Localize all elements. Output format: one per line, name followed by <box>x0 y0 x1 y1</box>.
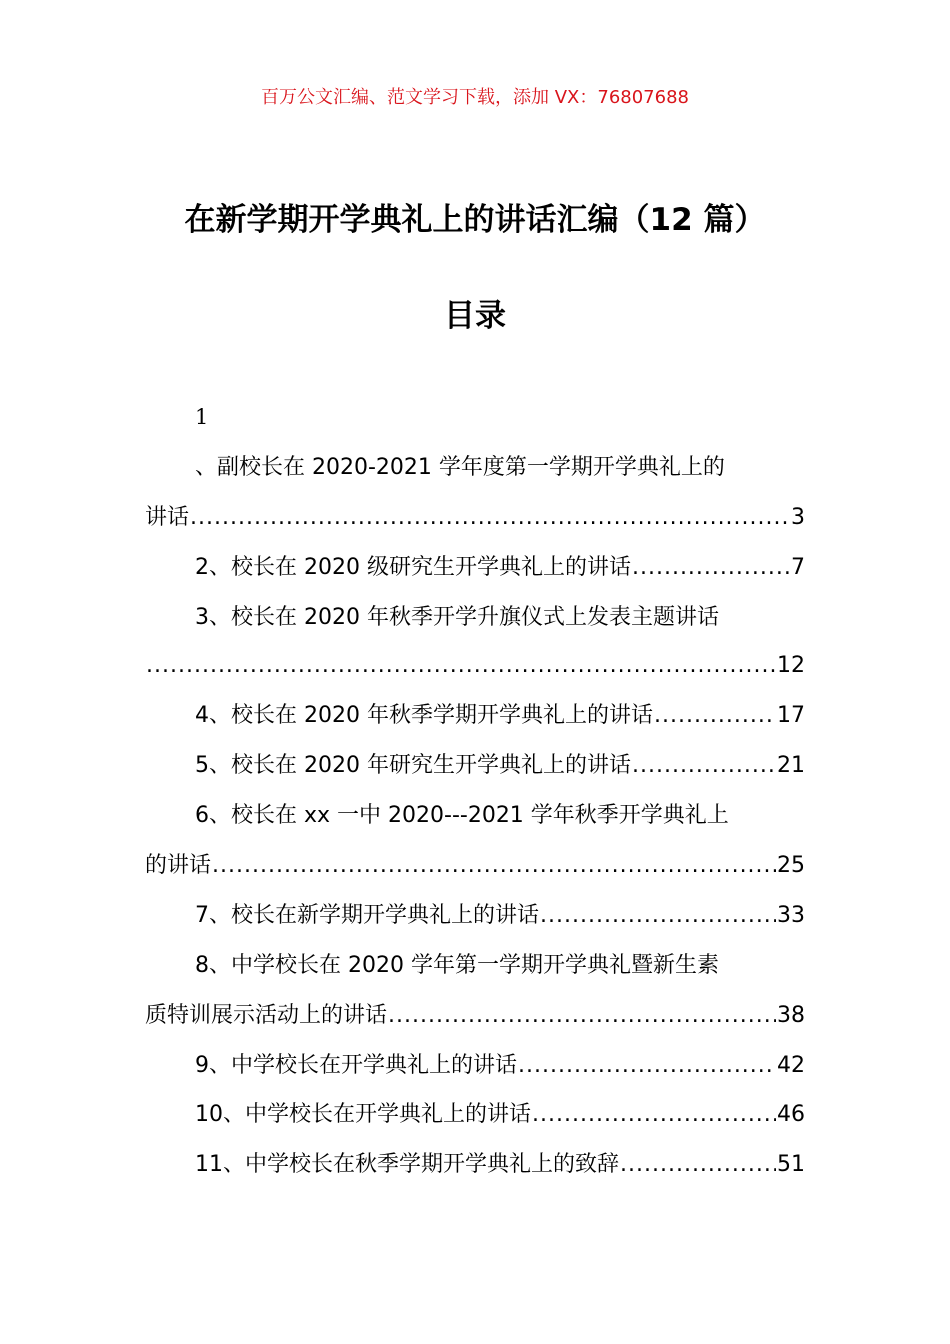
dot-leader <box>620 1140 776 1190</box>
dot-leader <box>388 991 776 1041</box>
toc-entry-text: 11、中学校长在秋季学期开学典礼上的致辞 <box>195 1152 619 1177</box>
dot-leader <box>146 641 776 691</box>
toc-page-number: 21 <box>777 753 805 778</box>
toc-entry-text: 10、中学校长在开学典礼上的讲话 <box>195 1102 531 1127</box>
toc-entry-8-line2[interactable] <box>145 991 805 1041</box>
toc-entry-1-line2[interactable] <box>145 493 805 543</box>
toc-entry-text: 2、校长在 2020 级研究生开学典礼上的讲话 <box>195 555 631 580</box>
toc-entry-number: 1 <box>195 405 209 429</box>
toc-entry-7[interactable] <box>145 891 805 941</box>
toc-entry-text: 5、校长在 2020 年研究生开学典礼上的讲话 <box>195 753 631 778</box>
toc-entry-9[interactable] <box>145 1041 805 1091</box>
toc-entry-10[interactable] <box>145 1090 805 1140</box>
toc-entry-5[interactable] <box>145 741 805 791</box>
toc-page-number: 25 <box>777 853 805 878</box>
toc-entry-4[interactable] <box>145 691 805 741</box>
promo-banner: 百万公文汇编、范文学习下载，添加 VX：76807688 <box>261 87 689 108</box>
dot-leader <box>632 741 776 791</box>
toc-entry-text: 7、校长在新学期开学典礼上的讲话 <box>195 903 539 928</box>
dot-leader <box>212 841 776 891</box>
toc-page-number: 7 <box>791 555 805 580</box>
toc-entry-text: 8、中学校长在 2020 学年第一学期开学典礼暨新生素 <box>195 953 719 978</box>
toc-heading: 目录 <box>444 298 506 334</box>
toc-entry-11[interactable] <box>145 1140 805 1190</box>
toc-entry-text: 3、校长在 2020 年秋季开学升旗仪式上发表主题讲话 <box>195 605 719 630</box>
toc-page-number: 46 <box>777 1102 805 1127</box>
dot-leader <box>540 891 776 941</box>
toc-entry-1-line1[interactable] <box>145 443 805 493</box>
toc-entry-text: 4、校长在 2020 年秋季学期开学典礼上的讲话 <box>195 703 653 728</box>
dot-leader <box>190 493 790 543</box>
toc-entry-text: 、副校长在 2020-2021 学年度第一学期开学典礼上的 <box>195 455 725 480</box>
toc-entry-2[interactable] <box>145 543 805 593</box>
toc-page-number: 12 <box>777 653 805 678</box>
toc-entry-text: 的讲话 <box>145 853 212 878</box>
toc-page-number: 3 <box>791 505 805 530</box>
document-title: 在新学期开学典礼上的讲话汇编（12 篇） <box>184 202 766 238</box>
toc-entry-text: 讲话 <box>145 505 190 530</box>
dot-leader <box>632 543 790 593</box>
toc-entry-3-line2[interactable] <box>145 641 805 691</box>
toc-page-number: 51 <box>777 1152 805 1177</box>
toc-page-number: 38 <box>777 1003 805 1028</box>
toc-entry-text: 质特训展示活动上的讲话 <box>145 1003 388 1028</box>
toc-entry-8-line1[interactable] <box>145 941 805 991</box>
toc-page-number: 17 <box>777 703 805 728</box>
toc-entry-text: 6、校长在 xx 一中 2020---2021 学年秋季开学典礼上 <box>195 803 729 828</box>
toc-page-number: 42 <box>777 1053 805 1078</box>
toc-entry-6-line2[interactable] <box>145 841 805 891</box>
dot-leader <box>654 691 776 741</box>
dot-leader <box>532 1090 776 1140</box>
dot-leader <box>518 1041 776 1091</box>
toc-entry-text: 9、中学校长在开学典礼上的讲话 <box>195 1053 517 1078</box>
toc-entry-6-line1[interactable] <box>145 791 805 841</box>
toc-entry-3-line1[interactable] <box>145 593 805 643</box>
toc-page-number: 33 <box>777 903 805 928</box>
